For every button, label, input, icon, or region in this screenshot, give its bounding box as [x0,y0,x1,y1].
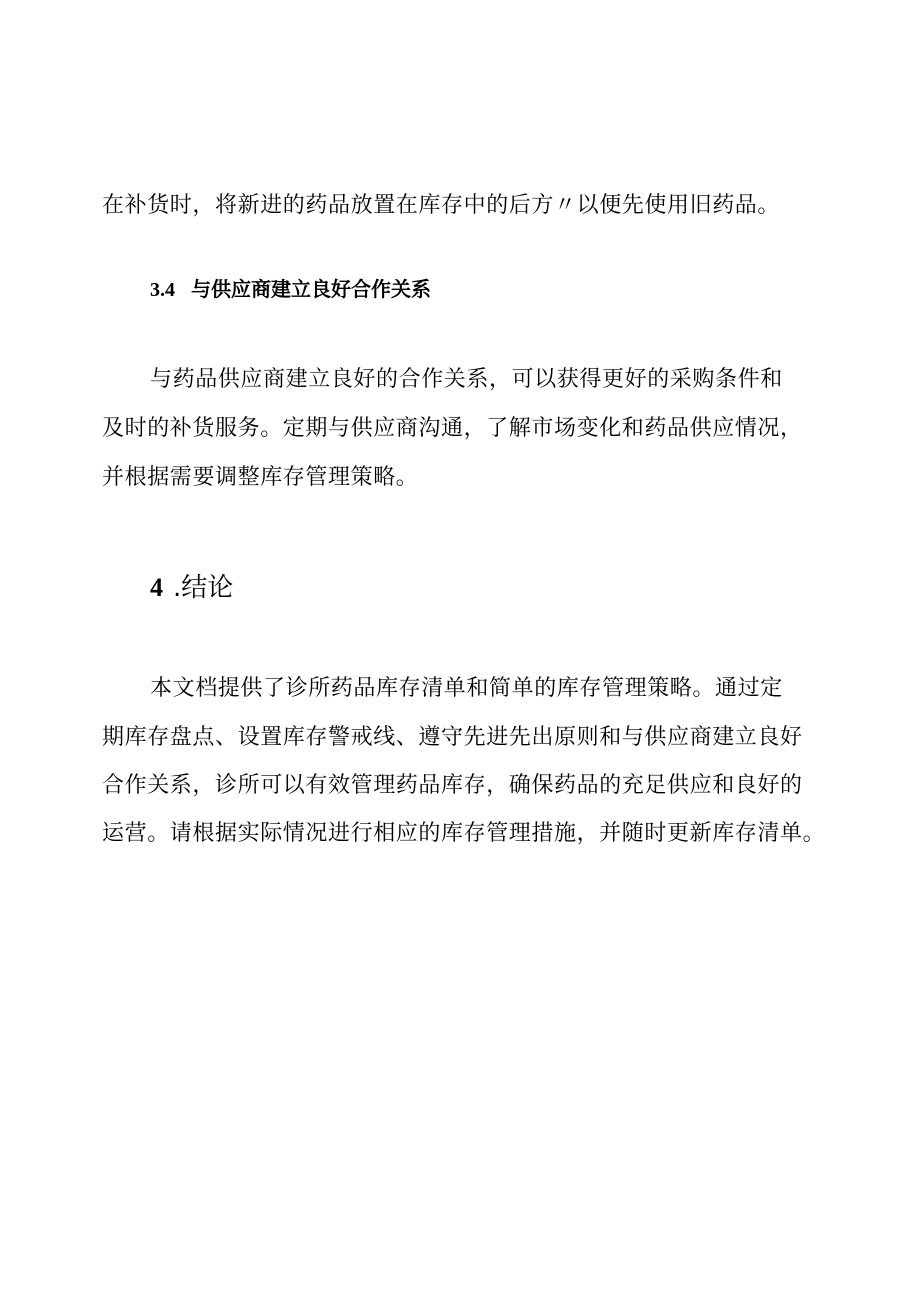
section-4-paragraph-line-2: 期库存盘点、设置库存警戒线、遵守先进先出原则和与供应商建立良好 [102,725,803,750]
section-4-paragraph-line-1: 本文档提供了诊所药品库存清单和简单的库存管理策略。通过定 [150,676,783,701]
section-4-title: .结论 [173,573,234,603]
section-3-4-paragraph-line-1: 与药品供应商建立良好的合作关系，可以获得更好的采购条件和 [150,367,783,392]
section-4-heading [150,571,233,605]
section-4-paragraph-line-3: 合作关系，诊所可以有效管理药品库存，确保药品的充足供应和良好的 [102,773,803,798]
section-4-number: 4 [150,573,163,602]
section-3-4-number: 3.4 [150,279,175,301]
section-4-paragraph-line-4: 运营。请根据实际情况进行相应的库存管理措施，并随时更新库存清单。 [102,821,826,846]
paragraph-continuation-line: 在补货时，将新进的药品放置在库存中的后方〃以便先使用旧药品。 [102,193,781,218]
section-3-4-paragraph-line-2: 及时的补货服务。定期与供应商沟通，了解市场变化和药品供应情况， [102,416,803,441]
section-3-4-title: 与供应商建立良好合作关系 [191,277,431,301]
section-3-4-paragraph-line-3: 并根据需要调整库存管理策略。 [102,465,419,490]
section-3-4-heading [150,275,431,304]
